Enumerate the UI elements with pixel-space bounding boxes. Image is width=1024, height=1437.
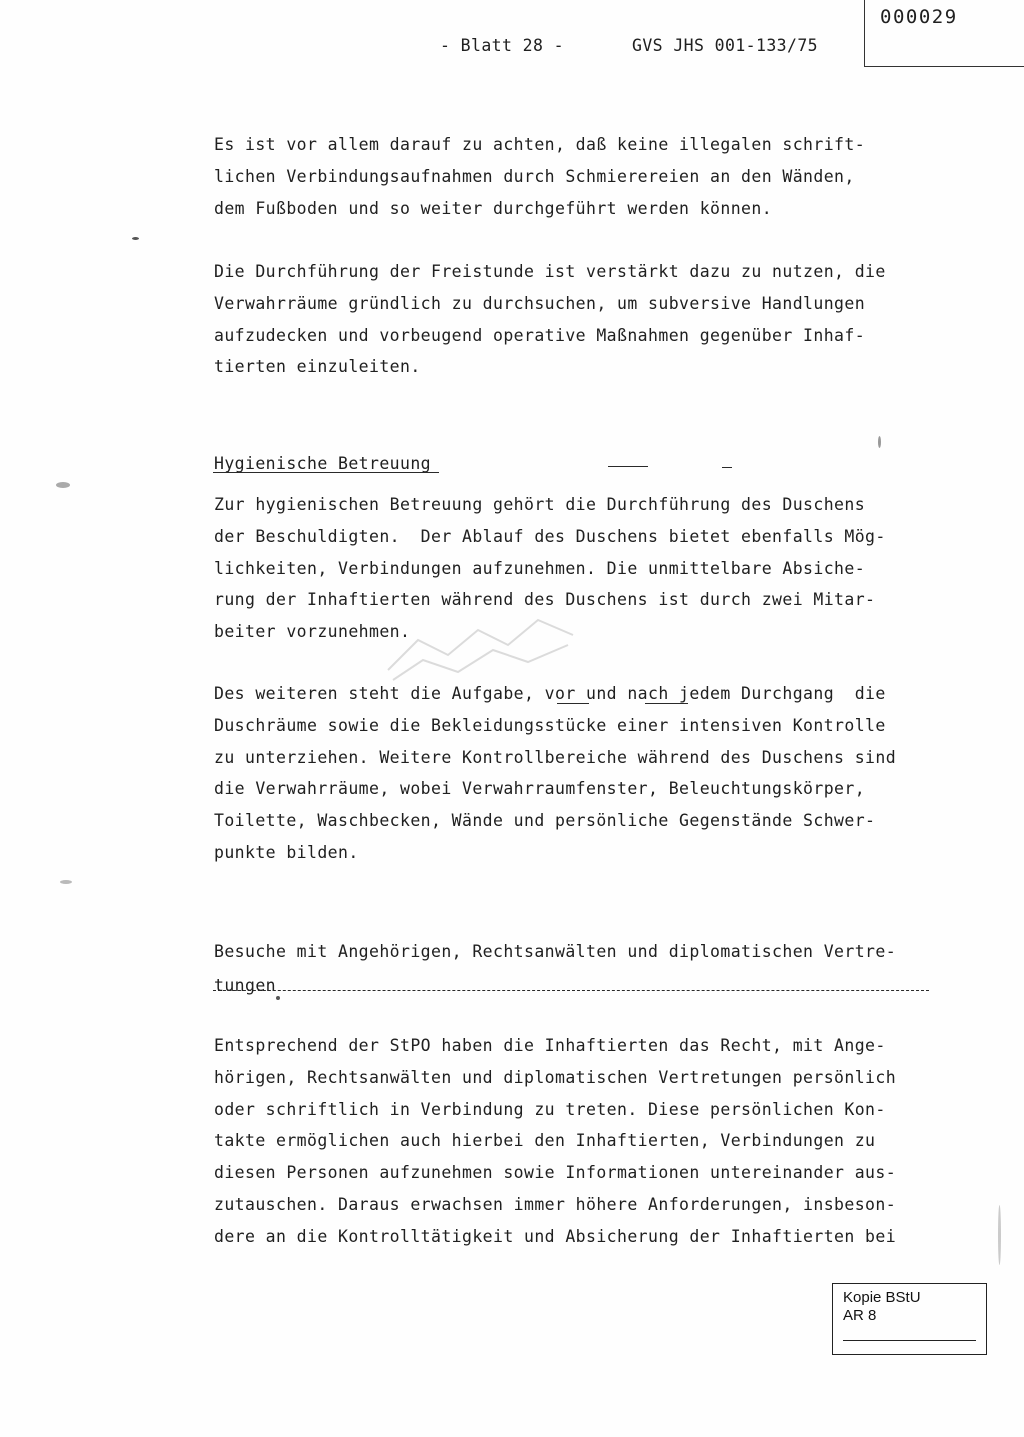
archive-page-number: 000029 bbox=[880, 6, 958, 28]
stray-mark bbox=[608, 466, 648, 467]
stamp-signature-line bbox=[843, 1340, 976, 1341]
text-line: Die Durchführung der Freistunde ist verstärkt dazu zu nutzen, die bbox=[214, 262, 886, 281]
scan-speck bbox=[56, 482, 70, 488]
text-line: lichen Verbindungsaufnahmen durch Schmierereien an den Wänden, bbox=[214, 166, 855, 186]
heading-text: Hygienische Betreuung bbox=[214, 454, 432, 473]
stamp-text: AR 8 bbox=[843, 1307, 877, 1324]
word-underline-vor bbox=[557, 703, 589, 704]
scan-speck bbox=[60, 880, 72, 884]
text-line: oder schriftlich in Verbindung zu treten. Diese persönlichen Kon- bbox=[214, 1099, 886, 1119]
text-line: Verwahrräume gründlich zu durchsuchen, um subversive Handlungen bbox=[214, 293, 866, 313]
archive-stamp bbox=[832, 1283, 987, 1355]
text-line: zutauschen. Daraus erwachsen immer höhere Anforderungen, insbeson- bbox=[214, 1194, 897, 1214]
scan-speck bbox=[276, 996, 280, 1000]
scan-speck bbox=[878, 436, 881, 448]
text-line: Des weiteren steht die Aufgabe, vor und nach jedem Durchgang die bbox=[214, 684, 886, 703]
text-line: Duschräume sowie die Bekleidungsstücke einer intensiven Kontrolle bbox=[214, 715, 886, 735]
heading-text: tungen bbox=[214, 976, 277, 995]
text-line: der Beschuldigten. Der Ablauf des Duschens bietet ebenfalls Mög- bbox=[214, 526, 886, 546]
text-line: rung der Inhaftierten während des Duschens ist durch zwei Mitar- bbox=[214, 590, 876, 610]
text-line: dere an die Kontrolltätigkeit und Absicherung der Inhaftierten bei bbox=[214, 1226, 897, 1246]
text-line: zu unterziehen. Weitere Kontrollbereiche während des Duschens sind bbox=[214, 747, 897, 767]
text-line: Entsprechend der StPO haben die Inhaftierten das Recht, mit Ange- bbox=[214, 1036, 886, 1055]
paragraph-2 bbox=[214, 256, 934, 383]
faint-stamp-mark bbox=[378, 600, 588, 690]
text-line: Zur hygienischen Betreuung gehört die Durchführung des Duschens bbox=[214, 495, 866, 514]
text-line: dem Fußboden und so weiter durchgeführt werden können. bbox=[214, 198, 773, 218]
text-line: die Verwahrräume, wobei Verwahrraumfenster, Beleuchtungskörper, bbox=[214, 779, 866, 799]
heading-underline bbox=[213, 472, 439, 473]
word-underline-nach bbox=[645, 703, 688, 704]
section-heading-visits bbox=[214, 935, 896, 1003]
scan-speck bbox=[132, 237, 139, 240]
text-line: hörigen, Rechtsanwälten und diplomatischen Vertretungen persönlich bbox=[214, 1067, 897, 1087]
text-line: Es ist vor allem darauf zu achten, daß keine illegalen schrift- bbox=[214, 135, 866, 154]
heading-text: Besuche mit Angehörigen, Rechtsanwälten und diplomatischen Vertre- bbox=[214, 942, 897, 961]
paragraph-4 bbox=[214, 678, 934, 869]
text-line: punkte bilden. bbox=[214, 842, 359, 862]
text-line: lichkeiten, Verbindungen aufzunehmen. Die unmittelbare Absiche- bbox=[214, 558, 866, 578]
document-reference: GVS JHS 001-133/75 bbox=[632, 36, 819, 55]
text-line: Toilette, Waschbecken, Wände und persönliche Gegenstände Schwer- bbox=[214, 811, 876, 831]
page-label: - Blatt 28 - bbox=[440, 36, 565, 55]
paragraph-1 bbox=[214, 129, 934, 224]
paragraph-5 bbox=[214, 1030, 934, 1253]
text-line: tierten einzuleiten. bbox=[214, 357, 421, 377]
heading-underline bbox=[213, 990, 929, 991]
text-line: takte ermöglichen auch hierbei den Inhaftierten, Verbindungen zu bbox=[214, 1131, 876, 1151]
stray-mark bbox=[722, 467, 732, 468]
section-heading-hygiene bbox=[214, 447, 431, 481]
stamp-text: Kopie BStU bbox=[843, 1289, 921, 1306]
text-line: diesen Personen aufzunehmen sowie Informationen untereinander aus- bbox=[214, 1163, 897, 1183]
scan-speck bbox=[998, 1205, 1001, 1265]
text-line: beiter vorzunehmen. bbox=[214, 622, 411, 642]
text-line: aufzudecken und vorbeugend operative Maßnahmen gegenüber Inhaf- bbox=[214, 325, 866, 345]
